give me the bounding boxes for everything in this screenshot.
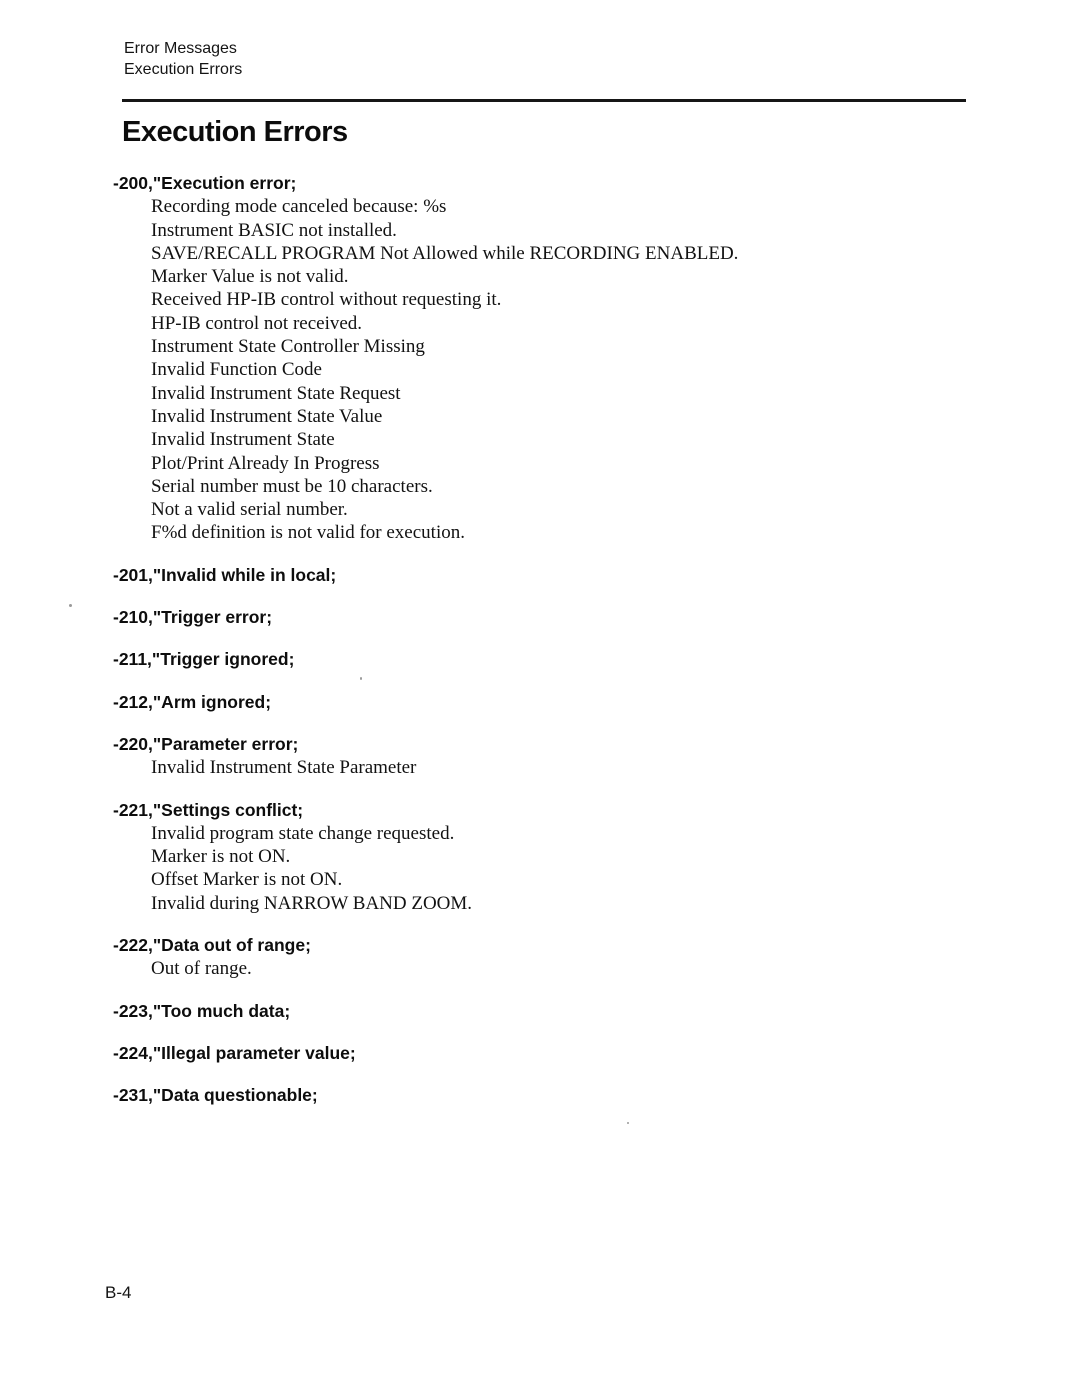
error-message-line: Invalid Instrument State Parameter: [151, 757, 417, 779]
error-message-line: HP-IB control not received.: [151, 312, 363, 334]
error-message-line: Offset Marker is not ON.: [151, 869, 343, 891]
error-section: [113, 606, 1013, 629]
error-message-line: Invalid Instrument State: [151, 429, 335, 451]
error-section: [113, 733, 1013, 780]
error-section: [113, 799, 1013, 915]
error-code-heading: -221,"Settings conflict;: [113, 799, 304, 820]
error-code-heading: -220,"Parameter error;: [113, 733, 299, 754]
error-message-line: Instrument State Controller Missing: [151, 336, 425, 358]
error-message-line: Marker is not ON.: [151, 846, 291, 868]
error-code-heading: -201,"Invalid while in local;: [113, 564, 337, 585]
error-message-line: Invalid during NARROW BAND ZOOM.: [151, 892, 473, 914]
error-message-line: Invalid Instrument State Value: [151, 405, 383, 427]
error-section: [113, 691, 1013, 714]
error-code-heading: -224,"Illegal parameter value;: [113, 1042, 356, 1063]
error-message-line: Received HP-IB control without requesting it.: [151, 289, 502, 311]
error-message-line: SAVE/RECALL PROGRAM Not Allowed while RECORDING ENABLED.: [151, 242, 739, 264]
error-section: [113, 934, 1013, 981]
error-section: [113, 1042, 1013, 1065]
error-code-heading: -222,"Data out of range;: [113, 935, 311, 956]
error-code-heading: -211,"Trigger ignored;: [113, 649, 295, 670]
error-section: [113, 1000, 1013, 1023]
scan-speck: [360, 677, 362, 680]
error-message-line: Instrument BASIC not installed.: [151, 219, 397, 241]
error-sections: [113, 172, 1013, 1127]
page-title: Execution Errors: [122, 116, 348, 148]
error-message-line: Out of range.: [151, 958, 252, 980]
error-message-line: Serial number must be 10 characters.: [151, 475, 433, 497]
error-message-line: Invalid Function Code: [151, 359, 322, 381]
error-section: [113, 1084, 1013, 1107]
error-code-heading: -231,"Data questionable;: [113, 1085, 318, 1106]
error-message-line: Invalid Instrument State Request: [151, 382, 401, 404]
scan-speck: [69, 604, 72, 607]
error-code-heading: -212,"Arm ignored;: [113, 691, 272, 712]
page-number: B-4: [105, 1283, 132, 1302]
error-message-line: Marker Value is not valid.: [151, 266, 349, 288]
error-code-heading: -223,"Too much data;: [113, 1000, 291, 1021]
running-header-section: Execution Errors: [124, 61, 243, 78]
error-message-line: Invalid program state change requested.: [151, 822, 455, 844]
running-header-chapter: Error Messages: [124, 40, 237, 57]
error-message-line: Not a valid serial number.: [151, 499, 348, 521]
error-message-line: Plot/Print Already In Progress: [151, 452, 380, 474]
scan-speck: [627, 1122, 629, 1124]
error-message-line: Recording mode canceled because: %s: [151, 196, 447, 218]
error-section: [113, 648, 1013, 671]
error-section: [113, 564, 1013, 587]
error-code-heading: -200,"Execution error;: [113, 173, 297, 193]
running-header: [124, 38, 242, 80]
error-message-line: F%d definition is not valid for execution.: [151, 522, 465, 544]
error-section: [113, 172, 1013, 545]
error-code-heading: -210,"Trigger error;: [113, 607, 273, 628]
header-rule: [122, 99, 966, 102]
